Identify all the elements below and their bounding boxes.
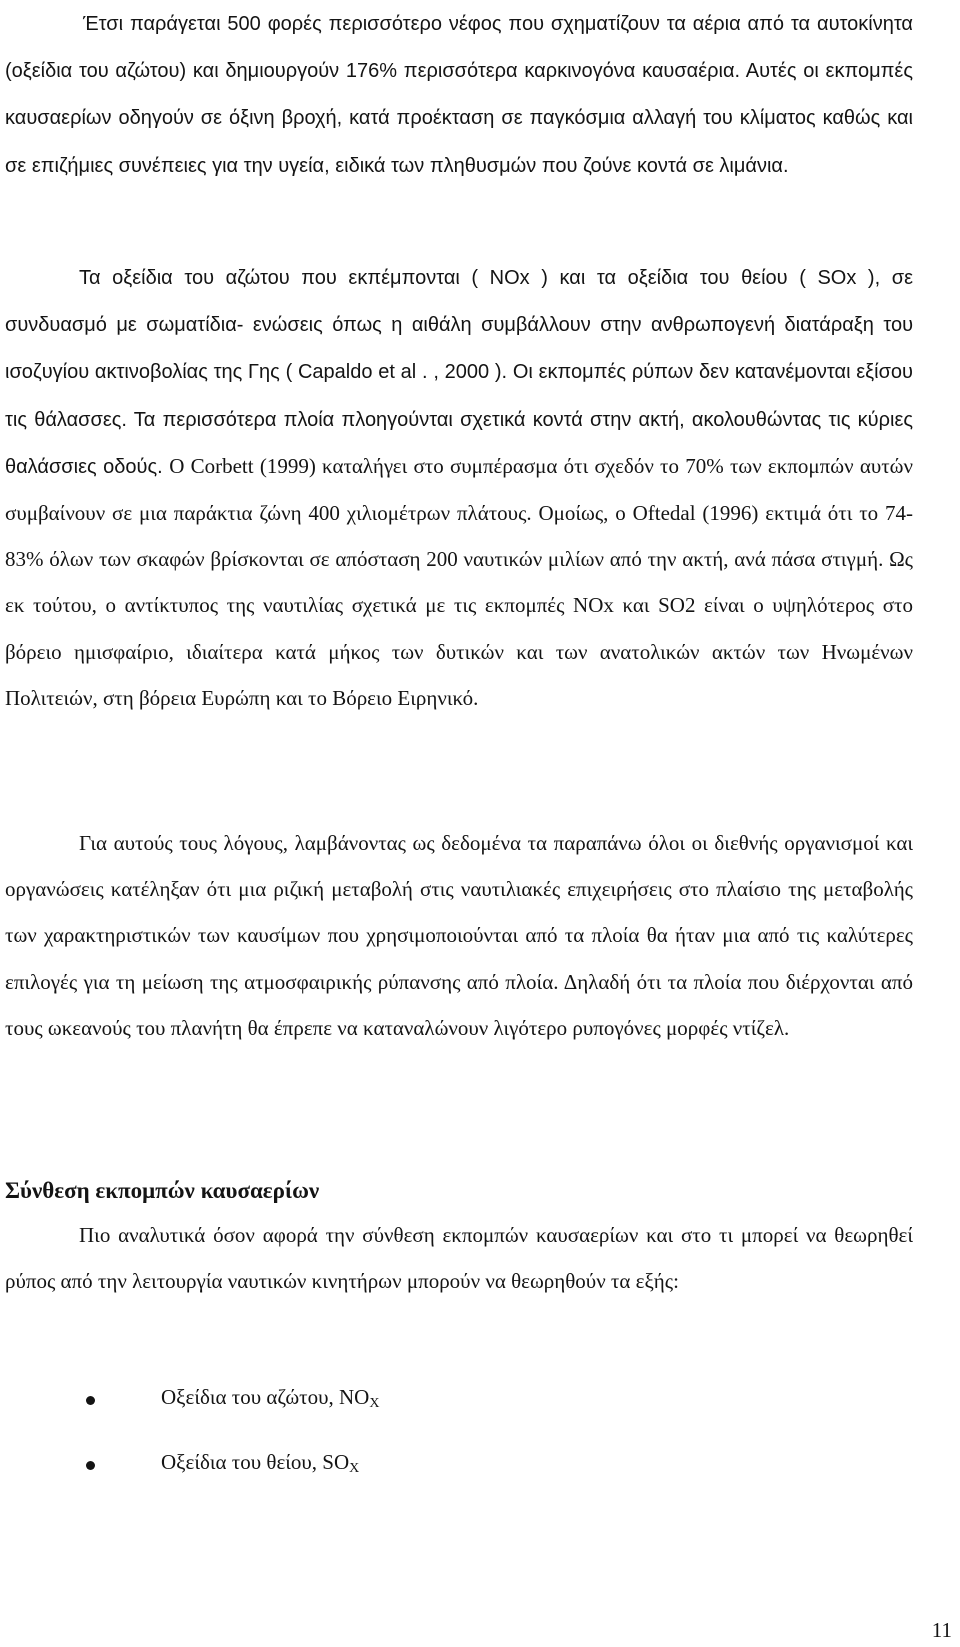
paragraph-part-sans-continued: καρκινογόνα καυσαέρια. Αυτές οι εκπομπές καυσαερίων οδηγούν σε όξινη βροχή, κατά προέκταση σε παγκόσμια αλλαγή του κλίματος καθώς και σε επιζήμιες συνέπειες για την υγεία, ειδικά των πληθυσμών που ζούνε κοντά σε λιμάνια. [5, 60, 913, 177]
paragraph-composition-intro: Πιο αναλυτικά όσον αφορά την σύνθεση εκπομπών καυσαερίων και στο τι μπορεί να θεωρηθεί ρύπος από την λειτουργία ναυτικών κινητήρων μπορούν να θεωρηθούν τα εξής: [5, 1223, 913, 1294]
list-item [0, 1382, 600, 1422]
subscript: X [369, 1396, 380, 1411]
bullet-text [161, 1382, 379, 1416]
paragraph-nox-sox [5, 254, 913, 721]
page-number: 11 [931, 1618, 952, 1642]
paragraph-part-sans: Έτσι παράγεται 500 φορές περισσότερο νέφος που σχηματίζουν τα αέρια από τα αυτοκίνητα (οξείδια του αζώτου) και δημιουργούν 176% περισσότερα [5, 13, 913, 83]
list-item [0, 1447, 600, 1487]
paragraph-part-serif: Ο Corbett (1999) καταλήγει στο συμπέρασμα ότι σχεδόν το 70% των εκπομπών αυτών συμβαίνουν σε μια παράκτια ζώνη 400 χιλιομέτρων πλάτους. Ομοίως, ο Oftedal (1996) εκτιμά ότι το 74-83% όλων των σκαφών βρίσκονται σε απόσταση 200 ναυτικών μιλίων από την ακτή, ανά πάσα στιγμή. Ως εκ τούτου, ο αντίκτυπος της ναυτιλίας σχετικά με τις εκπομπές NOx και SO2 είναι ο υψηλότερος στο βόρειο ημισφαίριο, ιδιαίτερα κατά μήκος των δυτικών και των ανατολικών ακτών των Ηνωμένων Πολιτειών, στη βόρεια Ευρώπη και το Βόρειο Ειρηνικό. [5, 453, 913, 710]
section-heading: Σύνθεση εκπομπών καυσαερίων [5, 1178, 320, 1203]
bullet-dot-icon [86, 1461, 95, 1470]
paragraph-part-sans: Τα οξείδια του αζώτου που εκπέμπονται ( NOx ) και τα οξείδια του θείου ( SOx ), σε συνδυασμό με σωματίδια- ενώσεις όπως η αιθάλη συμβάλλουν στην ανθρωπογενή διατάραξη του ισοζυγίου ακτινοβολίας της Γης ( Capaldo et al . , 2000 [5, 267, 913, 384]
bullet-text [161, 1447, 359, 1481]
paragraph-part-sans-continued: ). Οι εκπομπές ρύπων δεν κατανέμονται εξίσου τις θάλασσες. Τα περισσότερα πλοία πλοηγούνται σχετικά κοντά στην ακτή, ακολουθώντας τις κύριες θαλάσσιες οδούς. [5, 361, 913, 478]
bullet-label: Οξείδια του αζώτου, NO [161, 1385, 370, 1409]
bullet-label: Οξείδια του θείου, SO [161, 1450, 350, 1474]
paragraph-fuel-change: Για αυτούς τους λόγους, λαμβάνοντας ως δεδομένα τα παραπάνω όλοι οι διεθνής οργανισμοί και οργανώσεις κατέληξαν ότι μια ριζική μεταβολή στις ναυτιλιακές επιχειρήσεις στο πλαίσιο της μεταβολής των χαρακτηριστικών των καυσίμων που χρησιμοποιούνται από τα πλοία θα ήταν μια από τις καλύτερες επιλογές για τη μείωση της ατμοσφαιρικής ρύπανσης από πλοία. Δηλαδή ότι τα πλοία που διέρχονται από τους ωκεανούς του πλανήτη θα έπρεπε να καταναλώνουν λιγότερο ρυπογόνες μορφές ντίζελ. [5, 831, 913, 1040]
subscript: X [349, 1461, 360, 1476]
bullet-dot-icon [86, 1396, 95, 1405]
paragraph-smog-emissions [5, 0, 913, 189]
